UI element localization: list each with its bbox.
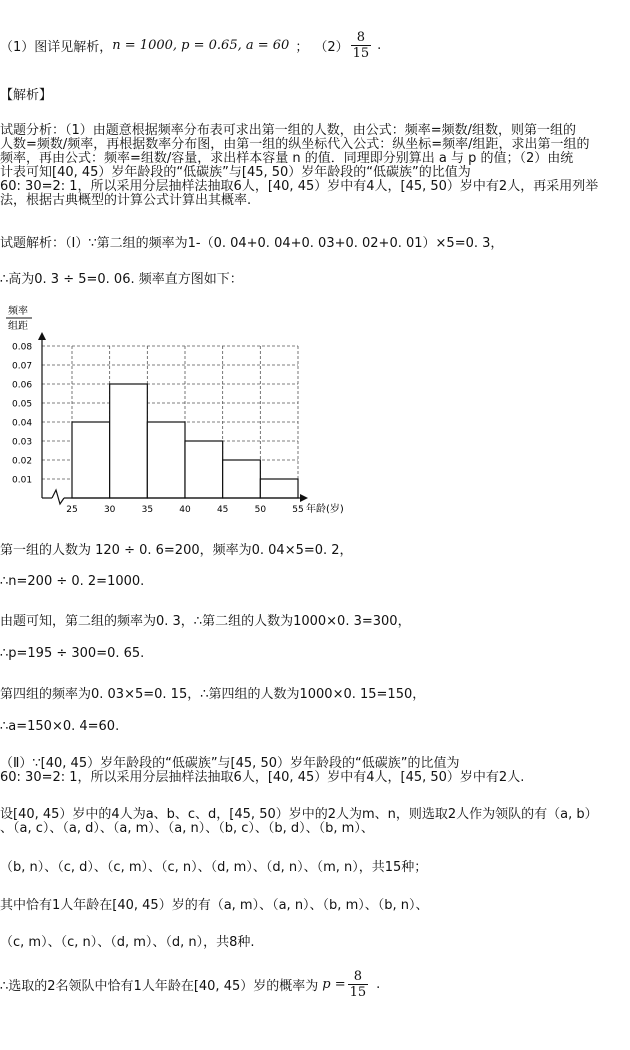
y-tick-label: 0.07: [12, 361, 33, 372]
solution-line-2: ∴高为0. 3 ÷ 5=0. 06. 频率直方图如下：: [0, 272, 243, 287]
x-tick-label: 30: [103, 505, 116, 515]
frequency-histogram: [0, 298, 344, 520]
x-tick-label: 40: [179, 505, 191, 515]
step-line: ∴p=195 ÷ 300=0. 65.: [0, 646, 145, 661]
section-label: 【解析】: [0, 88, 53, 103]
y-tick-label: 0.02: [12, 456, 33, 467]
final-fraction-numerator: 8: [353, 968, 362, 984]
final-prefix: ∴选取的2名领队中恰有1人年龄在[40, 45）岁的概率为: [0, 978, 319, 994]
histogram-bar: [185, 441, 223, 498]
step-line: 第四组的频率为0. 03×5=0. 15，∴第四组的人数为1000×0. 15=150，: [0, 687, 426, 702]
y-axis-label-bottom: 组距: [8, 321, 28, 332]
analysis-line: 法，根据古典概型的计算公式计算出其概率.: [0, 193, 252, 208]
step-line: 由题可知，第二组的频率为0. 3，∴第二组的人数为1000×0. 3=300，: [0, 614, 411, 629]
analysis-line: 人数=频数/频率，再根据数率分布图，由第一组的纵坐标代入公式：纵坐标=频率/组距，求出第一组的: [0, 137, 590, 152]
answer-line: [0, 30, 381, 60]
step-line: ∴n=200 ÷ 0. 2=1000.: [0, 574, 145, 589]
answer-end: .: [377, 37, 382, 53]
x-tick-label: 45: [216, 505, 229, 515]
final-fraction: [348, 969, 369, 1000]
analysis-line: 试题分析：（1）由题意根据频率分布表可求出第一组的人数，由公式：频率=频数/组数，则第一组的: [0, 123, 577, 138]
y-tick-label: 0.03: [12, 437, 33, 448]
answer-part1-prefix: （1）图详见解析，: [0, 39, 113, 55]
y-tick-label: 0.06: [12, 380, 33, 391]
enumeration-paragraph: [0, 808, 630, 836]
final-variable: p =: [322, 976, 346, 992]
analysis-line: 60: 30=2: 1，所以采用分层抽样法抽取6人，[40, 45）岁中有4人，[45, 50）岁中有2人，再采用列举: [0, 179, 599, 194]
analysis-line: 频率，再由公式：频率=组数/容量，求出样本容量 n 的值．同理即分别算出 a 与 p 的值；（2）由统: [0, 151, 574, 166]
histogram-bar: [147, 422, 185, 498]
y-axis-arrow: [38, 332, 46, 340]
enum-line: 、（a, c）、（a, d）、（a, m）、（a, n）、（b, c）、（b, d）、（b, m）、: [0, 821, 374, 836]
histogram-bar: [72, 422, 110, 498]
x-axis-label: 年龄(岁): [306, 504, 344, 515]
histogram-bar: [260, 479, 298, 498]
y-axis-label-top: 频率: [8, 306, 28, 317]
part2-paragraph: [0, 757, 630, 785]
histogram-bar: [110, 384, 148, 498]
final-fraction-denominator: 15: [349, 984, 367, 1000]
x-tick-label: 55: [292, 505, 304, 515]
step-line: 第一组的人数为 120 ÷ 0. 6=200，频率为0. 04×5=0. 2，: [0, 543, 353, 558]
axis-break-mark: [52, 490, 64, 504]
x-tick-label: 25: [66, 505, 78, 515]
enum-line: （b, n）、（c, d）、（c, m）、（c, n）、（d, m）、（d, n）、（m, n），共15种；: [0, 860, 428, 875]
analysis-line: 计表可知[40, 45）岁年龄段的“低碳族”与[45, 50）岁年龄段的“低碳族”的比值为: [0, 165, 471, 180]
final-end: .: [376, 976, 381, 992]
enum-line: （c, m）、（c, n）、（d, m）、（d, n），共8种.: [0, 935, 255, 950]
enum-line: 其中恰有1人年龄在[40, 45）岁的有（a, m）、（a, n）、（b, m）、（b, n）、: [0, 898, 429, 913]
y-tick-label: 0.04: [12, 418, 33, 429]
answer-separator: ；: [295, 39, 309, 55]
answer-fraction-denominator: 15: [352, 45, 370, 61]
x-tick-label: 35: [141, 505, 154, 515]
part2-line: 60: 30=2: 1，所以采用分层抽样法抽取6人，[40, 45）岁中有4人，[45, 50）岁中有2人.: [0, 770, 525, 785]
answer-part1-values: n = 1000, p = 0.65, a = 60: [112, 37, 290, 53]
part2-line: （Ⅱ）∵[40, 45）岁年龄段的“低碳族”与[45, 50）岁年龄段的“低碳族”的比值为: [0, 756, 460, 771]
y-tick-label: 0.01: [12, 475, 33, 486]
answer-part2-label: （2）: [314, 39, 349, 55]
histogram-bar: [223, 460, 261, 498]
x-tick-label: 50: [254, 505, 267, 515]
analysis-paragraph: [0, 124, 630, 208]
y-tick-label: 0.05: [12, 399, 33, 410]
answer-fraction: [351, 30, 372, 61]
x-axis-arrow: [300, 494, 308, 502]
step-line: ∴a=150×0. 4=60.: [0, 719, 120, 734]
solution-line-1: 试题解析：（Ⅰ）∵第二组的频率为1-（0. 04+0. 04+0. 03+0. 02+0. 01）×5=0. 3，: [0, 236, 504, 251]
final-line: [0, 966, 380, 1002]
answer-fraction-numerator: 8: [356, 29, 366, 45]
enum-line: 设[40, 45）岁中的4人为a、b、c、d，[45, 50）岁中的2人为m、n，则选取2人作为领队的有（a, b）: [0, 807, 598, 822]
y-tick-label: 0.08: [12, 342, 33, 353]
